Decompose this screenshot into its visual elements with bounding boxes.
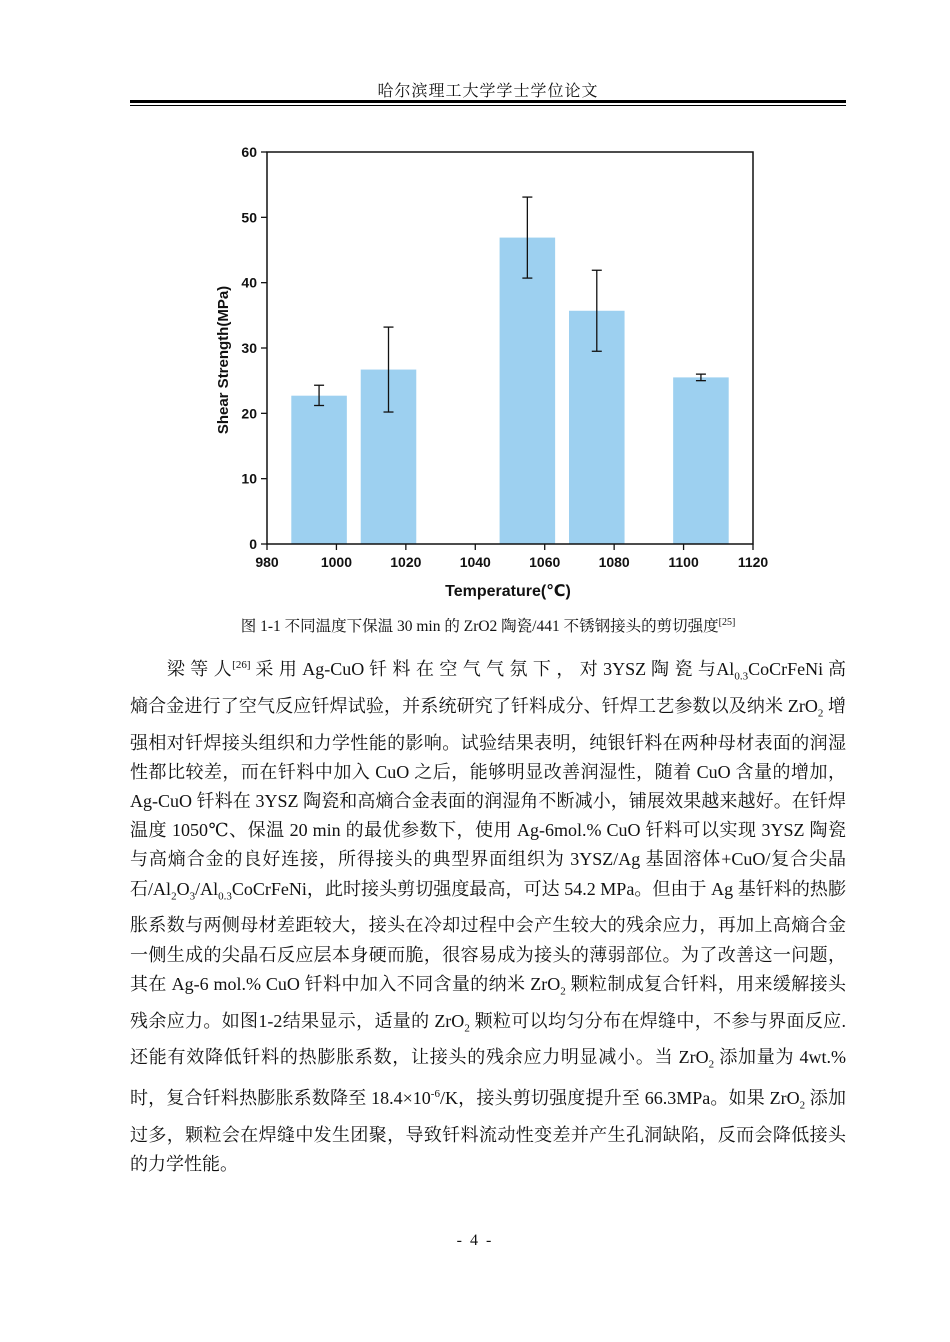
text-run: 添加过多，颗粒会在焊缝中发生团聚，导致钎料流动性变差并产生孔洞缺陷，反而会降低接头的力学性能。 bbox=[130, 1088, 846, 1175]
x-tick-label: 1040 bbox=[459, 554, 491, 570]
figure-caption bbox=[130, 614, 846, 636]
header-rule-thick bbox=[130, 100, 846, 103]
body-paragraph bbox=[130, 651, 846, 1179]
text-run: /K，接头剪切强度提升至 66.3MPa。如果 ZrO bbox=[439, 1088, 800, 1109]
subscript: 2 bbox=[799, 1099, 806, 1112]
citation-ref: [26] bbox=[232, 659, 251, 671]
bar-2 bbox=[500, 238, 556, 544]
y-tick-label: 40 bbox=[241, 274, 257, 291]
running-header: 哈尔滨理工大学学士学位论文 bbox=[377, 83, 599, 100]
text-run: 添加量为 4wt.%时，复合钎料热膨胀系数降至 18.4×10 bbox=[130, 1047, 846, 1109]
y-tick-label: 20 bbox=[241, 405, 257, 422]
header-rule-thin bbox=[130, 105, 846, 106]
subscript: 2 bbox=[560, 985, 566, 998]
caption-text: 图 1-1 不同温度下保温 30 min 的 ZrO2 陶瓷/441 不锈钢接头的剪切强度 bbox=[240, 618, 719, 635]
x-tick-label: 1100 bbox=[668, 554, 699, 570]
text-run: O bbox=[176, 878, 190, 899]
shear-strength-bar-chart bbox=[180, 128, 800, 608]
subscript: 2 bbox=[708, 1059, 715, 1071]
y-tick-label: 50 bbox=[241, 209, 257, 226]
superscript: -6 bbox=[430, 1088, 440, 1101]
caption-citation: [25] bbox=[718, 616, 736, 628]
x-axis-label: Temperature(℃) bbox=[445, 583, 571, 600]
x-tick-label: 1080 bbox=[598, 554, 630, 570]
text-run: /Al bbox=[195, 878, 219, 899]
subscript: 2 bbox=[817, 707, 824, 720]
subscript: 3 bbox=[189, 890, 196, 903]
figure-1-1 bbox=[180, 128, 800, 608]
page-number: - 4 - bbox=[456, 1232, 494, 1249]
text-run: 增强相对钎焊接头组织和力学性能的影响。试验结果表明，纯银钎料在两种母材表面的润湿性都比较差，而在钎料中加入 CuO 之后，能够明显改善润湿性，随着 CuO 含量的增加，Ag-CuO 钎料在 3YSZ 陶瓷和高熵合金表面的润湿角不断减小，铺展效果越来越好。在钎焊温度 1050℃、保温 20 min 的最优参数下，使用 Ag-6mol.% CuO 钎料可以实现 3YSZ 陶瓷与高熵合金的良好连接，所得接头的典型界面组织为 3YSZ/Ag 基固溶体+CuO/复合尖晶石/Al bbox=[130, 695, 846, 899]
bar-4 bbox=[673, 377, 729, 544]
y-tick-label: 30 bbox=[241, 340, 257, 356]
x-tick-label: 980 bbox=[255, 554, 279, 570]
subscript: 0.3 bbox=[218, 890, 232, 903]
y-axis-label: Shear Strength(MPa) bbox=[215, 285, 232, 435]
text-run: CoCrFeNi，此时接头剪切强度最高，可达 54.2 MPa。但由于 Ag 基钎料的热膨胀系数与两侧母材差距较大，接头在冷却过程中会产生较大的残余应力，再加上高熵合金一侧生成的尖晶石反应层本身硬而脆，很容易成为接头的薄弱部位。为了改善这一问题，其在 Ag-6 mol.% CuO 钎料中加入不同含量的纳米 ZrO bbox=[130, 878, 846, 994]
y-tick-label: 10 bbox=[241, 470, 257, 487]
text-run: 颗粒制成复合钎料，用来缓解接头残余应力。如图1-2结果显示，适量的 ZrO bbox=[130, 973, 847, 1031]
bar-0 bbox=[291, 396, 347, 544]
text-run: CoCrFeNi 高熵合金进行了空气反应钎焊试验，并系统研究了钎料成分、钎焊工艺参数以及纳米 ZrO bbox=[130, 659, 847, 716]
text-run: 颗粒可以均匀分布在焊缝中，不参与界面反应.还能有效降低钎料的热膨胀系数，让接头的残余应力明显减小。当 ZrO bbox=[130, 1010, 847, 1068]
x-tick-label: 1120 bbox=[737, 554, 769, 570]
subscript: 2 bbox=[464, 1022, 470, 1035]
x-tick-label: 1000 bbox=[320, 554, 353, 570]
text-run: 采 用 Ag-CuO 钎 料 在 空 气 气 氛 下 ， 对 3YSZ 陶 瓷 与 bbox=[250, 659, 717, 679]
paragraph-text: 梁 等 人[26] 采 用 Ag-CuO 钎 料 在 空 气 气 氛 下 ， 对 3YSZ 陶 瓷 与$Al_{0.3}CoCrFeNi$ 高熵合金进行了空气反应钎焊试验，并系统研究了钎料成分、钎焊工艺参数以及纳米 ZrO$_2$ 增强相对钎焊接头组织和力学性能的影响。试验结果表明，纯银钎料在两种母材表面的润湿性都比较差，而在钎料中加入 CuO 之后，能够明显改善润湿性，随着 CuO 含量的增加，Ag-CuO 钎料在 3YSZ 陶瓷和高熵合金表面的润湿角不断减小，铺展效果越来越好。在钎焊温度 1050℃、保温 20 min 的最优参数下，使用 Ag-6mol.% CuO 钎料可以实现 3YSZ 陶瓷与高熵合金的良好连接，所得接头的典型界面组织为 3YSZ/Ag 基固溶体+CuO/复合尖晶石$/Al_2O_3/Al_{0.3}CoCrFeNi$，此时接头剪切强度最高，可达 54.2 MPa。但由于 Ag 基钎料的热膨胀系数与两侧母材差距较大，接头在冷却过程中会产生较大的残余应力，再加上高熵合金一侧生成的尖晶石反应层本身硬而脆，很容易成为接头的薄弱部位。为了改善这一问题，其在 Ag-6 mol.% CuO 钎料中加入不同含量的纳米 ZrO$_2$ 颗粒制成复合钎料，用来缓解接头残余应力。如图1-2结果显示，适量的 ZrO$_2$ 颗粒可以均匀分布在焊缝中，不参与界面反应.还能有效降低钎料的热膨胀系数，让接头的残余应力明显减小。当 ZrO$_2$ 添加量为 4wt.%时，复合钎料热膨胀系数降至 $18.4\times 10^{-6}/K$，接头剪切强度提升至 66.3MPa。如果 ZrO$_2$ 添加过多，颗粒会在焊缝中发生团聚，导致钎料流动性变差并产生孔洞缺陷，反而会降低接头的力学性能。 bbox=[130, 659, 847, 1175]
y-tick-label: 60 bbox=[241, 144, 257, 160]
y-tick-label: 0 bbox=[249, 536, 257, 552]
subscript: 2 bbox=[171, 890, 177, 903]
x-tick-label: 1020 bbox=[390, 554, 422, 570]
subscript: 0.3 bbox=[734, 670, 749, 683]
text-run: 梁 等 人 bbox=[166, 659, 233, 679]
x-tick-label: 1060 bbox=[529, 554, 561, 570]
